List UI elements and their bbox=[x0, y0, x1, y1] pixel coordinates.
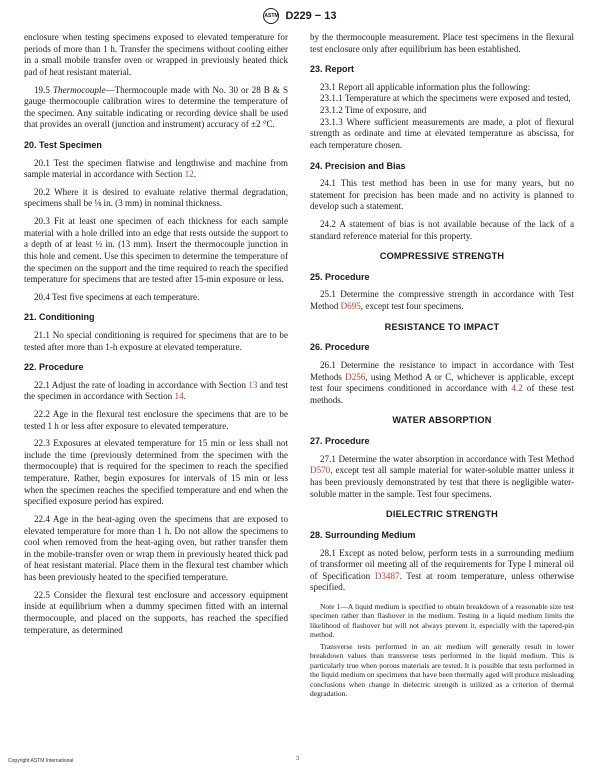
paragraph-20-3: 20.3 Fit at least one specimen of each thickness for each sample material with a hole drilled into an edge that rests outside the support to a depth of at least ½ in. (13 mm). Insert the thermocouple junction in this hole and cement. Use this specimen to determine the temperature of the specimen on the support and the time required to reach the specified temperature for specimens that are tested after 15-min exposure or less. bbox=[24, 216, 288, 285]
part-heading-dielectric-strength: DIELECTRIC STRENGTH bbox=[385, 509, 498, 520]
paragraph-21-1: 21.1 No special conditioning is required for specimens that are to be tested after more than 1-h exposure at elevated temperature. bbox=[24, 329, 288, 352]
link-d3487[interactable]: D3487 bbox=[374, 570, 400, 581]
left-column bbox=[24, 32, 288, 636]
paragraph-22-3: 22.3 Exposures at elevated temperature for 15 min or less shall not include the time (previously determined from the specimen with the thermocouple) that is required for the specimen to reach the specified temperature. Rather, begin exposures for intervals of 15 min or less when the specimen reaches the specified temperature and end when the specified exposure period has expired. bbox=[24, 438, 288, 507]
link-section-4-2[interactable]: 4.2 bbox=[511, 383, 523, 394]
paragraph-22-2: 22.2 Age in the flexural test enclosure the specimens that are to be tested 1 h or less after exposure to elevated temperature. bbox=[24, 408, 288, 431]
term-thermocouple: Thermocouple bbox=[52, 84, 106, 95]
paragraph-22-5: 22.5 Consider the flexural test enclosure and accessory equipment inside at equilibrium when a dummy specimen fitted with an internal thermocouple, and placed on the supports, has reached the specified temperature, as determined bbox=[24, 589, 288, 635]
part-heading-resistance-to-impact: RESISTANCE TO IMPACT bbox=[384, 321, 500, 332]
paragraph-20-1: 20.1 Test the specimen flatwise and lengthwise and machine from sample material in accordance with Section 12. bbox=[24, 157, 288, 180]
paragraph-continued-right: by the thermocouple measurement. Place test specimens in the flexural test enclosure only after equilibrium has been established. bbox=[310, 32, 574, 54]
document-id: D229 − 13 bbox=[285, 10, 337, 22]
paragraph-22-1: 22.1 Adjust the rate of loading in accordance with Section 13 and test the specimen in accordance with Section 14. bbox=[24, 379, 288, 402]
paragraph-27-1: 27.1 Determine the water absorption in accordance with Test Method D570, except test all sample material for water-soluble matter unless it has been previously demonstrated by test that there is negligible water-soluble matter in the sample. Test four specimens. bbox=[310, 453, 574, 499]
section-heading-21: 21. Conditioning bbox=[24, 312, 95, 323]
link-d256[interactable]: D256 bbox=[345, 371, 366, 382]
section-heading-27: 27. Procedure bbox=[310, 436, 370, 447]
section-heading-26: 26. Procedure bbox=[310, 342, 370, 353]
astm-logo-icon: ASTM bbox=[263, 8, 279, 24]
paragraph-24-1: 24.1 This test method has been in use for many years, but no statement for precision has been made and no activity is planned to develop such a statement. bbox=[310, 178, 574, 212]
paragraph-20-4: 20.4 Test five specimens at each temperature. bbox=[34, 291, 200, 302]
copyright-footer: Copyright ASTM International bbox=[8, 758, 74, 764]
note-1-paragraph-2: Transverse tests performed in an air medium will generally result in lower breakdown values than transverse tests performed in the liquid medium. This is particularly true when porous materials are tested. It is possible that tests performed in the liquid medium on specimens that have been thermally aged will produce misleading conclusions when change in dielectric strength is utilized as a criterion of thermal degradation. bbox=[310, 641, 574, 698]
paragraph-26-1: 26.1 Determine the resistance to impact in accordance with Test Methods D256, using Method A or C, whichever is applicable, except test four specimens conditioned in accordance with 4.2 of these test methods. bbox=[310, 359, 574, 405]
part-heading-water-absorption: WATER ABSORPTION bbox=[392, 415, 492, 426]
section-heading-25: 25. Procedure bbox=[310, 271, 370, 282]
section-heading-28: 28. Surrounding Medium bbox=[310, 530, 416, 541]
link-d570[interactable]: D570 bbox=[310, 465, 331, 476]
paragraph-22-4: 22.4 Age in the heat-aging oven the specimens that are exposed to elevated temperature for more than 1 h. Do not allow the specimens to cool when removed from the heat-aging oven, but rather transfer them in the mobile-transfer oven or wrap them in previously heated thick pad of heat resistant material. Place them in the flexural test chamber which has been previously heated to the specified temperature. bbox=[24, 513, 288, 583]
paragraph-23-1-1: 23.1.1 Temperature at which the specimens were exposed and tested, bbox=[320, 93, 571, 104]
link-section-13[interactable]: 13 bbox=[248, 379, 258, 390]
paragraph-28-1: 28.1 Except as noted below, perform tests in a surrounding medium of transformer oil meeting all of the requirements for Type I mineral oil of Specification D3487. Test at room temperature, unless otherwise specified. bbox=[310, 547, 574, 593]
note-1-paragraph: Note 1—A liquid medium is specified to obtain breakdown of a reasonable size test specimen rather than flashover in the medium. Testing in a liquid medium limits the likelihood of flashover but will not always prevent it, especially with the tapered-pin method. bbox=[310, 602, 574, 640]
part-heading-compressive-strength: COMPRESSIVE STRENGTH bbox=[379, 251, 505, 262]
paragraph-20-2: 20.2 Where it is desired to evaluate relative thermal degradation, specimens shall be ⅛ in. (3 mm) in nominal thickness. bbox=[24, 186, 288, 209]
section-heading-23: 23. Report bbox=[310, 64, 355, 75]
paragraph-23-1-2: 23.1.2 Time of exposure, and bbox=[320, 105, 427, 116]
page-header bbox=[0, 6, 600, 26]
paragraph-continued: enclosure when testing specimens exposed to elevated temperature for periods of more than 1 h. Transfer the specimens without cooling either in a small mobile transfer oven or wrapped in previously heated thick pad of heat resistant material. bbox=[24, 32, 288, 77]
paragraph-19-5: 19.5 Thermocouple—Thermocouple made with No. 30 or 28 B & S gauge thermocouple calibration wires to determine the temperature of the specimen. Any suitable indicating or recording device shall be used that provides an overall (junction and instrument) accuracy of ±2 °C. bbox=[24, 84, 288, 130]
link-section-12[interactable]: 12 bbox=[184, 169, 194, 180]
paragraph-24-2: 24.2 A statement of bias is not available because of the lack of a standard reference material for this property. bbox=[310, 218, 574, 241]
paragraph-25-1: 25.1 Determine the compressive strength in accordance with Test Method D695, except test four specimens. bbox=[310, 289, 574, 312]
link-section-14[interactable]: 14 bbox=[174, 391, 184, 402]
link-d695[interactable]: D695 bbox=[340, 301, 361, 312]
page-number: 3 bbox=[296, 756, 300, 762]
section-heading-20: 20. Test Specimen bbox=[24, 140, 102, 150]
section-heading-22: 22. Procedure bbox=[24, 362, 84, 373]
paragraph-23-1: 23.1 Report all applicable information plus the following: bbox=[320, 81, 531, 92]
paragraph-23-1-3: 23.1.3 Where sufficient measurements are made, a plot of flexural strength as ordinate and time at elevated temperature as abscissa, for each temperature chosen. bbox=[310, 116, 574, 150]
note-1 bbox=[310, 602, 574, 698]
right-column bbox=[310, 32, 574, 700]
section-heading-24: 24. Precision and Bias bbox=[310, 160, 406, 171]
